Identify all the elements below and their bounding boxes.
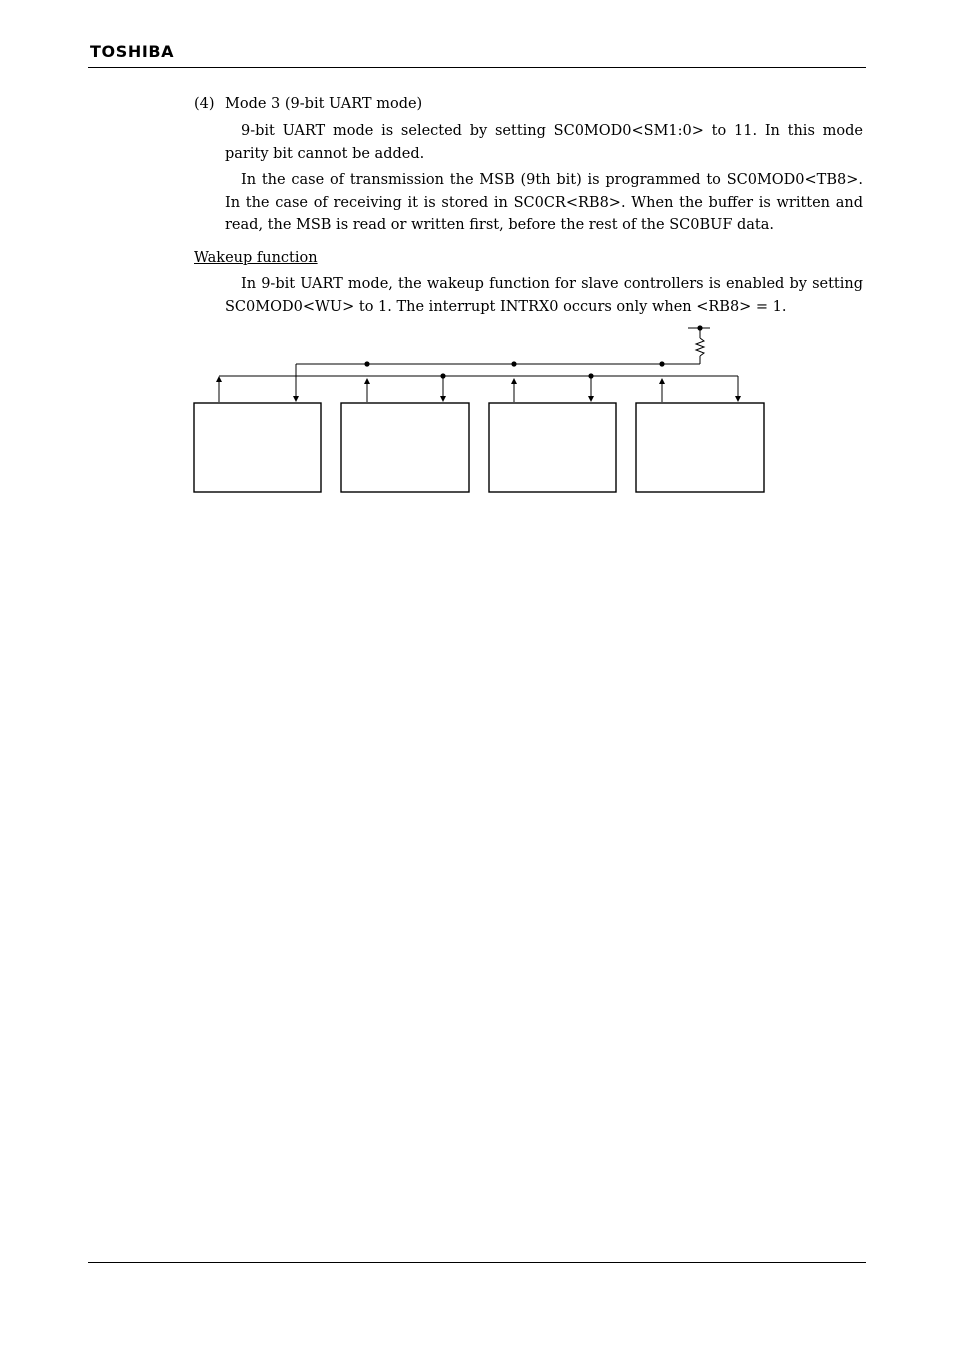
bus-junction-dot (659, 361, 664, 366)
bus-junction-dot (511, 361, 516, 366)
bus-junction-dot (364, 361, 369, 366)
supply-node (697, 325, 702, 330)
controller-box-2 (341, 403, 469, 492)
mode3-paragraph-1: 9-bit UART mode is selected by setting SC0MOD0<SM1:0> to 11. In this mode parity bit cannot be added. (225, 123, 863, 162)
toshiba-logo: TOSHIBA (90, 42, 175, 61)
footer-rule (88, 1262, 866, 1263)
section-title: Mode 3 (9-bit UART mode) (225, 96, 423, 112)
mode3-paragraph-2: In the case of transmission the MSB (9th bit) is programmed to SC0MOD0<TB8>. In the case of receiving it is stored in SC0CR<RB8>. When the buffer is written and read, the MSB is read or written first, before the rest of the SC0BUF data. (225, 172, 863, 233)
wakeup-connection-diagram (0, 0, 954, 520)
wakeup-paragraph: In 9-bit UART mode, the wakeup function for slave controllers is enabled by setting SC0MOD0<WU> to 1. The interrupt INTRX0 occurs only when <RB8> = 1. (225, 276, 863, 315)
controller-box-4 (636, 403, 764, 492)
section-number: (4) (194, 96, 215, 112)
controller-box-3 (489, 403, 616, 492)
pull-up-resistor (688, 328, 710, 364)
wakeup-heading: Wakeup function (194, 250, 318, 266)
controller-box-1 (194, 403, 321, 492)
